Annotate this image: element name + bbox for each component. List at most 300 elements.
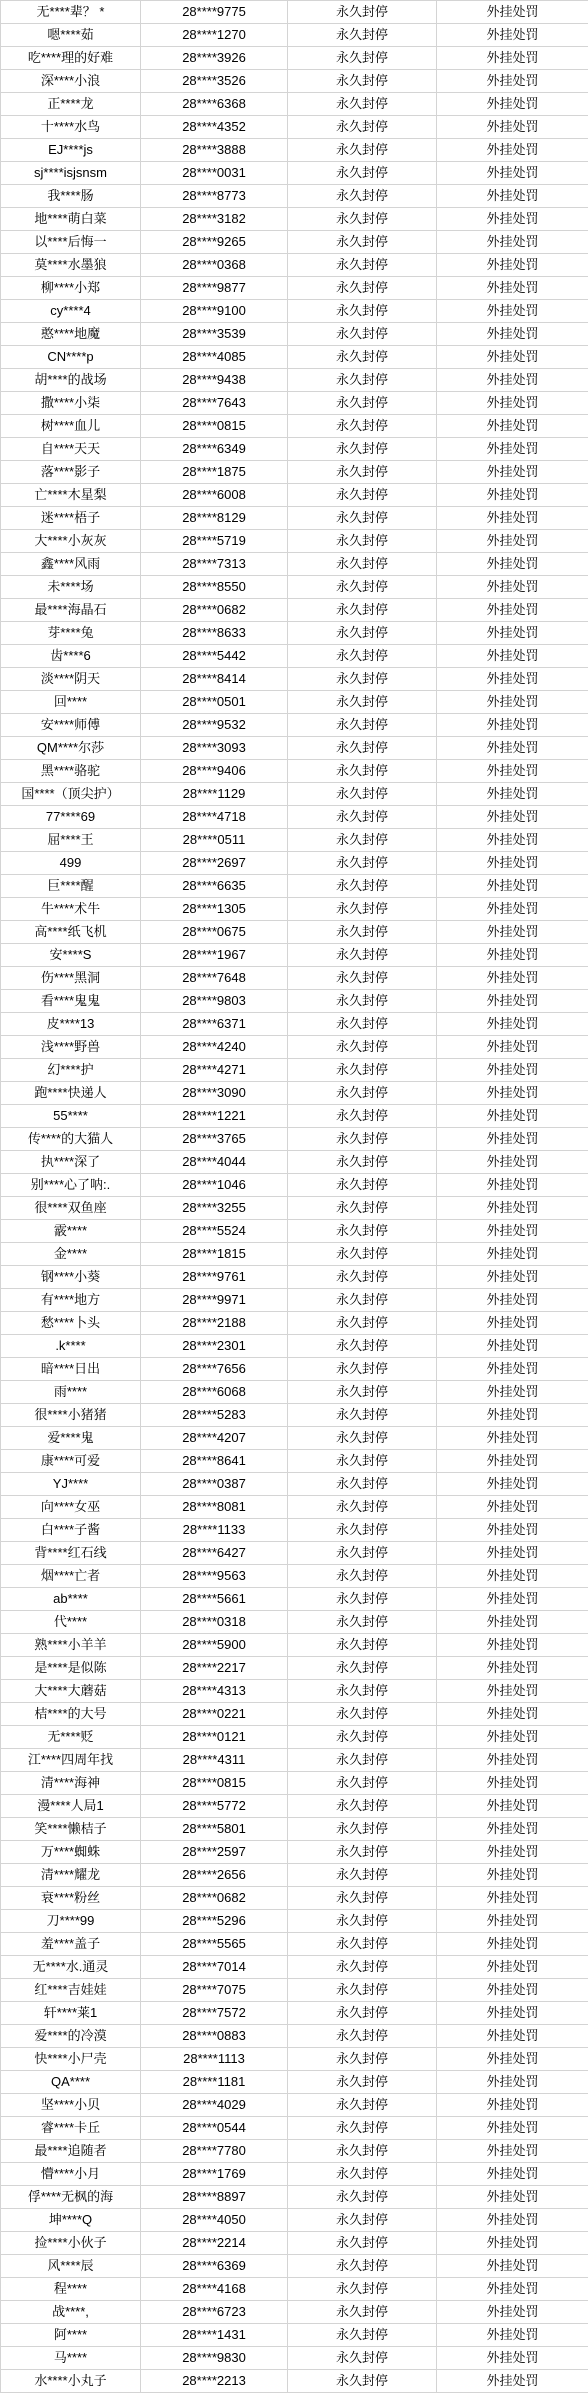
ban-reason-cell: 外挂处罚 (437, 93, 588, 116)
player-name-cell: 巨****醒 (1, 875, 141, 898)
player-name-cell: 嗯****茹 (1, 24, 141, 47)
table-row (1, 93, 588, 116)
ban-reason-cell: 外挂处罚 (437, 990, 588, 1013)
ban-duration-cell: 永久封停 (288, 116, 437, 139)
player-name-cell: 77****69 (1, 806, 141, 829)
account-id-cell: 28****9761 (141, 1266, 288, 1289)
table-row (1, 507, 588, 530)
account-id-cell: 28****1431 (141, 2324, 288, 2347)
table-row (1, 1542, 588, 1565)
ban-duration-cell: 永久封停 (288, 714, 437, 737)
table-row (1, 967, 588, 990)
ban-reason-cell: 外挂处罚 (437, 1151, 588, 1174)
table-row (1, 2301, 588, 2324)
ban-reason-cell: 外挂处罚 (437, 2140, 588, 2163)
player-name-cell: 康****可爱 (1, 1450, 141, 1473)
player-name-cell: ab**** (1, 1588, 141, 1611)
player-name-cell: 暗****日出 (1, 1358, 141, 1381)
table-row (1, 300, 588, 323)
ban-reason-cell: 外挂处罚 (437, 162, 588, 185)
account-id-cell: 28****4240 (141, 1036, 288, 1059)
ban-reason-cell: 外挂处罚 (437, 346, 588, 369)
ban-reason-cell: 外挂处罚 (437, 944, 588, 967)
player-name-cell: 落****影子 (1, 461, 141, 484)
player-name-cell: 战****, (1, 2301, 141, 2324)
ban-reason-cell: 外挂处罚 (437, 1335, 588, 1358)
player-name-cell: 程**** (1, 2278, 141, 2301)
ban-duration-cell: 永久封停 (288, 185, 437, 208)
ban-duration-cell: 永久封停 (288, 1082, 437, 1105)
player-name-cell: 伤****黑洞 (1, 967, 141, 990)
account-id-cell: 28****1113 (141, 2048, 288, 2071)
ban-duration-cell: 永久封停 (288, 1358, 437, 1381)
account-id-cell: 28****9438 (141, 369, 288, 392)
player-name-cell: 刀****99 (1, 1910, 141, 1933)
ban-duration-cell: 永久封停 (288, 70, 437, 93)
table-row (1, 1496, 588, 1519)
player-name-cell: 清****耀龙 (1, 1864, 141, 1887)
account-id-cell: 28****5283 (141, 1404, 288, 1427)
ban-reason-cell: 外挂处罚 (437, 2301, 588, 2324)
table-row (1, 944, 588, 967)
table-row (1, 1427, 588, 1450)
account-id-cell: 28****6368 (141, 93, 288, 116)
ban-reason-cell: 外挂处罚 (437, 1956, 588, 1979)
player-name-cell: 很****小猪猪 (1, 1404, 141, 1427)
player-name-cell: 树****血儿 (1, 415, 141, 438)
player-name-cell: 背****红石线 (1, 1542, 141, 1565)
ban-duration-cell: 永久封停 (288, 1036, 437, 1059)
ban-reason-cell: 外挂处罚 (437, 2347, 588, 2370)
ban-reason-cell: 外挂处罚 (437, 530, 588, 553)
account-id-cell: 28****1769 (141, 2163, 288, 2186)
table-row (1, 1312, 588, 1335)
player-name-cell: 爱****的冷漠 (1, 2025, 141, 2048)
account-id-cell: 28****6068 (141, 1381, 288, 1404)
ban-duration-cell: 永久封停 (288, 2324, 437, 2347)
ban-duration-cell: 永久封停 (288, 162, 437, 185)
player-name-cell: 柳****小郑 (1, 277, 141, 300)
player-name-cell: QM****尔莎 (1, 737, 141, 760)
table-row (1, 898, 588, 921)
account-id-cell: 28****2301 (141, 1335, 288, 1358)
ban-duration-cell: 永久封停 (288, 1841, 437, 1864)
table-row (1, 576, 588, 599)
ban-duration-cell: 永久封停 (288, 1427, 437, 1450)
player-name-cell: 衰****粉丝 (1, 1887, 141, 1910)
ban-duration-cell: 永久封停 (288, 1680, 437, 1703)
table-row (1, 2324, 588, 2347)
account-id-cell: 28****1046 (141, 1174, 288, 1197)
table-row (1, 438, 588, 461)
table-row (1, 990, 588, 1013)
table-row (1, 1128, 588, 1151)
ban-duration-cell: 永久封停 (288, 2347, 437, 2370)
table-row (1, 714, 588, 737)
ban-reason-cell: 外挂处罚 (437, 829, 588, 852)
player-name-cell: 大****大蘑菇 (1, 1680, 141, 1703)
table-row (1, 2255, 588, 2278)
table-row (1, 645, 588, 668)
table-row (1, 116, 588, 139)
account-id-cell: 28****4313 (141, 1680, 288, 1703)
ban-duration-cell: 永久封停 (288, 139, 437, 162)
account-id-cell: 28****0318 (141, 1611, 288, 1634)
ban-duration-cell: 永久封停 (288, 1151, 437, 1174)
ban-duration-cell: 永久封停 (288, 668, 437, 691)
ban-duration-cell: 永久封停 (288, 2140, 437, 2163)
player-name-cell: 高****纸飞机 (1, 921, 141, 944)
ban-duration-cell: 永久封停 (288, 1312, 437, 1335)
player-name-cell: 鑫****风雨 (1, 553, 141, 576)
ban-reason-cell: 外挂处罚 (437, 24, 588, 47)
ban-reason-cell: 外挂处罚 (437, 2094, 588, 2117)
ban-duration-cell: 永久封停 (288, 737, 437, 760)
player-name-cell: 风****辰 (1, 2255, 141, 2278)
ban-reason-cell: 外挂处罚 (437, 1358, 588, 1381)
table-row (1, 208, 588, 231)
player-name-cell: 牛****术牛 (1, 898, 141, 921)
ban-reason-cell: 外挂处罚 (437, 369, 588, 392)
table-row (1, 415, 588, 438)
player-name-cell: 最****海晶石 (1, 599, 141, 622)
player-name-cell: 国****（顶尖护） (1, 783, 141, 806)
account-id-cell: 28****3182 (141, 208, 288, 231)
ban-duration-cell: 永久封停 (288, 2002, 437, 2025)
player-name-cell: 胡****的战场 (1, 369, 141, 392)
account-id-cell: 28****0544 (141, 2117, 288, 2140)
table-row (1, 2186, 588, 2209)
ban-duration-cell: 永久封停 (288, 231, 437, 254)
ban-reason-cell: 外挂处罚 (437, 1749, 588, 1772)
player-name-cell: YJ**** (1, 1473, 141, 1496)
account-id-cell: 28****0815 (141, 1772, 288, 1795)
table-row (1, 1703, 588, 1726)
ban-reason-cell: 外挂处罚 (437, 277, 588, 300)
account-id-cell: 28****6008 (141, 484, 288, 507)
player-name-cell: 江****四周年找 (1, 1749, 141, 1772)
ban-duration-cell: 永久封停 (288, 1266, 437, 1289)
player-name-cell: 清****海神 (1, 1772, 141, 1795)
ban-reason-cell: 外挂处罚 (437, 1542, 588, 1565)
table-row (1, 1381, 588, 1404)
account-id-cell: 28****9265 (141, 231, 288, 254)
ban-duration-cell: 永久封停 (288, 875, 437, 898)
ban-reason-cell: 外挂处罚 (437, 622, 588, 645)
table-row (1, 1059, 588, 1082)
account-id-cell: 28****2697 (141, 852, 288, 875)
player-name-cell: 愁****卜头 (1, 1312, 141, 1335)
table-row (1, 1611, 588, 1634)
player-name-cell: QA**** (1, 2071, 141, 2094)
player-name-cell: 安****师傅 (1, 714, 141, 737)
player-name-cell: 阿**** (1, 2324, 141, 2347)
ban-reason-cell: 外挂处罚 (437, 1933, 588, 1956)
ban-reason-cell: 外挂处罚 (437, 185, 588, 208)
table-row (1, 806, 588, 829)
table-row (1, 553, 588, 576)
table-row (1, 1266, 588, 1289)
player-name-cell: 无****辈？ * (1, 1, 141, 24)
account-id-cell: 28****8550 (141, 576, 288, 599)
player-name-cell: 是****是似陈 (1, 1657, 141, 1680)
ban-duration-cell: 永久封停 (288, 645, 437, 668)
ban-reason-cell: 外挂处罚 (437, 668, 588, 691)
ban-reason-cell: 外挂处罚 (437, 1404, 588, 1427)
ban-duration-cell: 永久封停 (288, 323, 437, 346)
ban-duration-cell: 永久封停 (288, 1657, 437, 1680)
table-row (1, 2048, 588, 2071)
ban-reason-cell: 外挂处罚 (437, 461, 588, 484)
ban-duration-cell: 永久封停 (288, 829, 437, 852)
ban-duration-cell: 永久封停 (288, 1588, 437, 1611)
player-name-cell: 55**** (1, 1105, 141, 1128)
ban-duration-cell: 永久封停 (288, 1818, 437, 1841)
ban-reason-cell: 外挂处罚 (437, 2278, 588, 2301)
table-row (1, 1887, 588, 1910)
ban-duration-cell: 永久封停 (288, 1335, 437, 1358)
player-name-cell: 轩****莱1 (1, 2002, 141, 2025)
table-row (1, 323, 588, 346)
player-name-cell: 地****萌白菜 (1, 208, 141, 231)
table-row (1, 1818, 588, 1841)
ban-reason-cell: 外挂处罚 (437, 1105, 588, 1128)
account-id-cell: 28****0815 (141, 415, 288, 438)
ban-reason-cell: 外挂处罚 (437, 1611, 588, 1634)
table-row (1, 1013, 588, 1036)
ban-duration-cell: 永久封停 (288, 1611, 437, 1634)
account-id-cell: 28****3888 (141, 139, 288, 162)
player-name-cell: 跑****快递人 (1, 1082, 141, 1105)
ban-reason-cell: 外挂处罚 (437, 553, 588, 576)
player-name-cell: 屈****王 (1, 829, 141, 852)
table-row (1, 1335, 588, 1358)
ban-duration-cell: 永久封停 (288, 415, 437, 438)
account-id-cell: 28****9100 (141, 300, 288, 323)
table-row (1, 1680, 588, 1703)
ban-duration-cell: 永久封停 (288, 1197, 437, 1220)
account-id-cell: 28****7656 (141, 1358, 288, 1381)
ban-reason-cell: 外挂处罚 (437, 1197, 588, 1220)
table-row (1, 1841, 588, 1864)
ban-reason-cell: 外挂处罚 (437, 2209, 588, 2232)
player-name-cell: 亡****木星梨 (1, 484, 141, 507)
account-id-cell: 28****9406 (141, 760, 288, 783)
ban-duration-cell: 永久封停 (288, 1013, 437, 1036)
ban-duration-cell: 永久封停 (288, 369, 437, 392)
ban-reason-cell: 外挂处罚 (437, 1519, 588, 1542)
ban-reason-cell: 外挂处罚 (437, 1910, 588, 1933)
table-row (1, 1933, 588, 1956)
account-id-cell: 28****9971 (141, 1289, 288, 1312)
player-name-cell: 向****女巫 (1, 1496, 141, 1519)
ban-duration-cell: 永久封停 (288, 47, 437, 70)
player-name-cell: 水****小丸子 (1, 2370, 141, 2393)
account-id-cell: 28****8641 (141, 1450, 288, 1473)
ban-reason-cell: 外挂处罚 (437, 806, 588, 829)
ban-duration-cell: 永久封停 (288, 990, 437, 1013)
account-id-cell: 28****9803 (141, 990, 288, 1013)
account-id-cell: 28****4271 (141, 1059, 288, 1082)
ban-duration-cell: 永久封停 (288, 2186, 437, 2209)
ban-duration-cell: 永久封停 (288, 530, 437, 553)
account-id-cell: 28****8897 (141, 2186, 288, 2209)
table-row (1, 2278, 588, 2301)
table-row (1, 1634, 588, 1657)
table-row (1, 1082, 588, 1105)
player-name-cell: 芽****兔 (1, 622, 141, 645)
ban-duration-cell: 永久封停 (288, 1450, 437, 1473)
ban-reason-cell: 外挂处罚 (437, 2071, 588, 2094)
table-row (1, 2163, 588, 2186)
ban-reason-cell: 外挂处罚 (437, 1082, 588, 1105)
player-name-cell: 齿****6 (1, 645, 141, 668)
player-name-cell: 幻****护 (1, 1059, 141, 1082)
player-name-cell: 睿****卡丘 (1, 2117, 141, 2140)
ban-reason-cell: 外挂处罚 (437, 507, 588, 530)
ban-duration-cell: 永久封停 (288, 1473, 437, 1496)
ban-reason-cell: 外挂处罚 (437, 2324, 588, 2347)
table-row (1, 2094, 588, 2117)
ban-reason-cell: 外挂处罚 (437, 254, 588, 277)
table-row (1, 852, 588, 875)
ban-reason-cell: 外挂处罚 (437, 300, 588, 323)
ban-reason-cell: 外挂处罚 (437, 737, 588, 760)
ban-duration-cell: 永久封停 (288, 967, 437, 990)
ban-duration-cell: 永久封停 (288, 1059, 437, 1082)
player-name-cell: 代**** (1, 1611, 141, 1634)
account-id-cell: 28****3090 (141, 1082, 288, 1105)
ban-reason-cell: 外挂处罚 (437, 415, 588, 438)
ban-duration-cell: 永久封停 (288, 2278, 437, 2301)
ban-duration-cell: 永久封停 (288, 2255, 437, 2278)
player-name-cell: 看****鬼鬼 (1, 990, 141, 1013)
account-id-cell: 28****0368 (141, 254, 288, 277)
account-id-cell: 28****8773 (141, 185, 288, 208)
ban-duration-cell: 永久封停 (288, 921, 437, 944)
table-row (1, 1151, 588, 1174)
ban-reason-cell: 外挂处罚 (437, 1680, 588, 1703)
table-row (1, 1220, 588, 1243)
player-name-cell: 笑****懒桔子 (1, 1818, 141, 1841)
account-id-cell: 28****4050 (141, 2209, 288, 2232)
player-name-cell: 俘****无枫的海 (1, 2186, 141, 2209)
account-id-cell: 28****1875 (141, 461, 288, 484)
account-id-cell: 28****0883 (141, 2025, 288, 2048)
account-id-cell: 28****9563 (141, 1565, 288, 1588)
ban-reason-cell: 外挂处罚 (437, 2232, 588, 2255)
account-id-cell: 28****7014 (141, 1956, 288, 1979)
account-id-cell: 28****5296 (141, 1910, 288, 1933)
account-id-cell: 28****7780 (141, 2140, 288, 2163)
player-name-cell: 无****贬 (1, 1726, 141, 1749)
account-id-cell: 28****0121 (141, 1726, 288, 1749)
player-name-cell: 很****双鱼座 (1, 1197, 141, 1220)
ban-reason-cell: 外挂处罚 (437, 1059, 588, 1082)
player-name-cell: 大****小灰灰 (1, 530, 141, 553)
table-row (1, 1979, 588, 2002)
ban-duration-cell: 永久封停 (288, 1, 437, 24)
player-name-cell: 淡****阴天 (1, 668, 141, 691)
ban-duration-cell: 永久封停 (288, 1220, 437, 1243)
ban-duration-cell: 永久封停 (288, 1128, 437, 1151)
table-row (1, 1473, 588, 1496)
ban-reason-cell: 外挂处罚 (437, 1450, 588, 1473)
player-name-cell: 执****深了 (1, 1151, 141, 1174)
table-row (1, 162, 588, 185)
ban-duration-cell: 永久封停 (288, 1634, 437, 1657)
account-id-cell: 28****8081 (141, 1496, 288, 1519)
ban-duration-cell: 永久封停 (288, 1979, 437, 2002)
ban-reason-cell: 外挂处罚 (437, 47, 588, 70)
ban-duration-cell: 永久封停 (288, 2094, 437, 2117)
player-name-cell: 皮****13 (1, 1013, 141, 1036)
table-row (1, 530, 588, 553)
account-id-cell: 28****6371 (141, 1013, 288, 1036)
table-row (1, 1864, 588, 1887)
account-id-cell: 28****7075 (141, 1979, 288, 2002)
table-row (1, 1404, 588, 1427)
ban-duration-cell: 永久封停 (288, 1174, 437, 1197)
table-row (1, 1795, 588, 1818)
table-row (1, 668, 588, 691)
player-name-cell: CN****p (1, 346, 141, 369)
ban-reason-cell: 外挂处罚 (437, 231, 588, 254)
account-id-cell: 28****3093 (141, 737, 288, 760)
player-name-cell: 熟****小羊羊 (1, 1634, 141, 1657)
account-id-cell: 28****3539 (141, 323, 288, 346)
account-id-cell: 28****5661 (141, 1588, 288, 1611)
ban-duration-cell: 永久封停 (288, 484, 437, 507)
account-id-cell: 28****6369 (141, 2255, 288, 2278)
ban-reason-cell: 外挂处罚 (437, 1657, 588, 1680)
table-row (1, 70, 588, 93)
ban-reason-cell: 外挂处罚 (437, 1266, 588, 1289)
table-row (1, 2002, 588, 2025)
ban-duration-cell: 永久封停 (288, 254, 437, 277)
table-row (1, 622, 588, 645)
account-id-cell: 28****1129 (141, 783, 288, 806)
table-row (1, 254, 588, 277)
ban-reason-cell: 外挂处罚 (437, 1220, 588, 1243)
player-name-cell: 憨****地魔 (1, 323, 141, 346)
ban-reason-cell: 外挂处罚 (437, 1381, 588, 1404)
account-id-cell: 28****1270 (141, 24, 288, 47)
account-id-cell: 28****7648 (141, 967, 288, 990)
account-id-cell: 28****8414 (141, 668, 288, 691)
account-id-cell: 28****5524 (141, 1220, 288, 1243)
table-row (1, 599, 588, 622)
ban-duration-cell: 永久封停 (288, 2301, 437, 2324)
ban-duration-cell: 永久封停 (288, 1381, 437, 1404)
ban-duration-cell: 永久封停 (288, 622, 437, 645)
account-id-cell: 28****4029 (141, 2094, 288, 2117)
player-name-cell: 烟****亡者 (1, 1565, 141, 1588)
ban-reason-cell: 外挂处罚 (437, 1887, 588, 1910)
player-name-cell: 懵****小月 (1, 2163, 141, 2186)
table-row (1, 2232, 588, 2255)
ban-duration-cell: 永久封停 (288, 2232, 437, 2255)
ban-reason-cell: 外挂处罚 (437, 760, 588, 783)
ban-duration-cell: 永久封停 (288, 599, 437, 622)
ban-duration-cell: 永久封停 (288, 2117, 437, 2140)
ban-reason-cell: 外挂处罚 (437, 1818, 588, 1841)
ban-duration-cell: 永久封停 (288, 944, 437, 967)
ban-duration-cell: 永久封停 (288, 691, 437, 714)
player-name-cell: 自****天天 (1, 438, 141, 461)
ban-duration-cell: 永久封停 (288, 1542, 437, 1565)
table-row (1, 829, 588, 852)
